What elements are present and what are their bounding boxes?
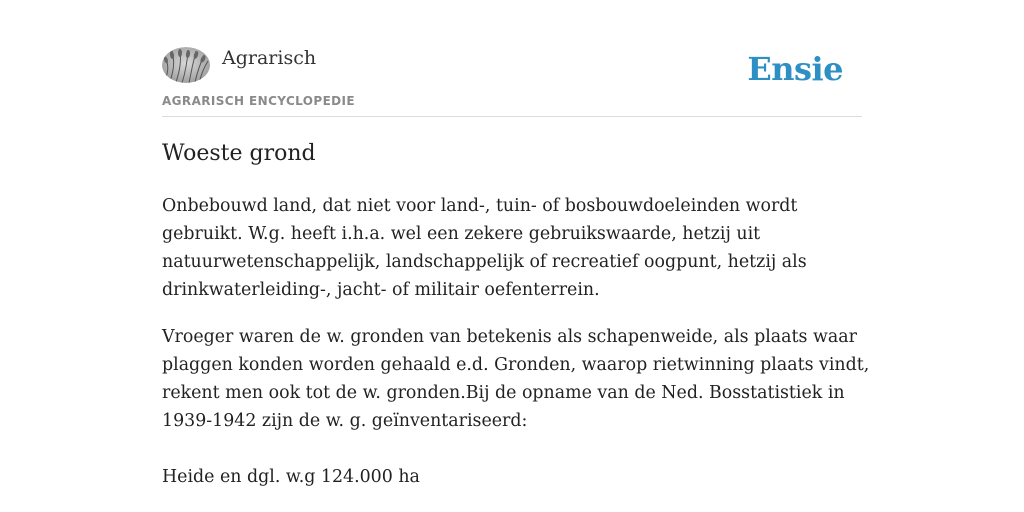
brand-logo[interactable]: Ensie xyxy=(747,50,843,88)
source-name[interactable]: Agrarisch xyxy=(222,47,317,69)
header xyxy=(162,44,862,117)
article-paragraph: Heide en dgl. w.g 124.000 ha xyxy=(162,467,420,487)
source-subtitle[interactable]: AGRARISCH ENCYCLOPEDIE xyxy=(162,94,355,108)
article-paragraph: Onbebouwd land, dat niet voor land-, tuin- of bosbouwdoeleinden wordt gebruikt. W.g. heeft i.h.a. wel een zekere gebruikswaarde, hetzij uit natuurwetenschappelijk, landschappelijk of recreatief oogpunt, hetzij als drinkwaterleiding-, jacht- of militair oefenterrein. xyxy=(162,196,807,300)
article-paragraph: Vroeger waren de w. gronden van betekenis als schapenweide, als plaats waar plaggen konden worden gehaald e.d. Gronden, waarop rietwinning plaats vindt, rekent men ook tot de w. gronden.Bij de opname van de Ned. Bosstatistiek in 1939-1942 zijn de w. g. geïnventariseerd: xyxy=(162,327,870,431)
wheat-logo-icon[interactable] xyxy=(162,47,210,83)
page-title: Woeste grond xyxy=(162,141,316,166)
